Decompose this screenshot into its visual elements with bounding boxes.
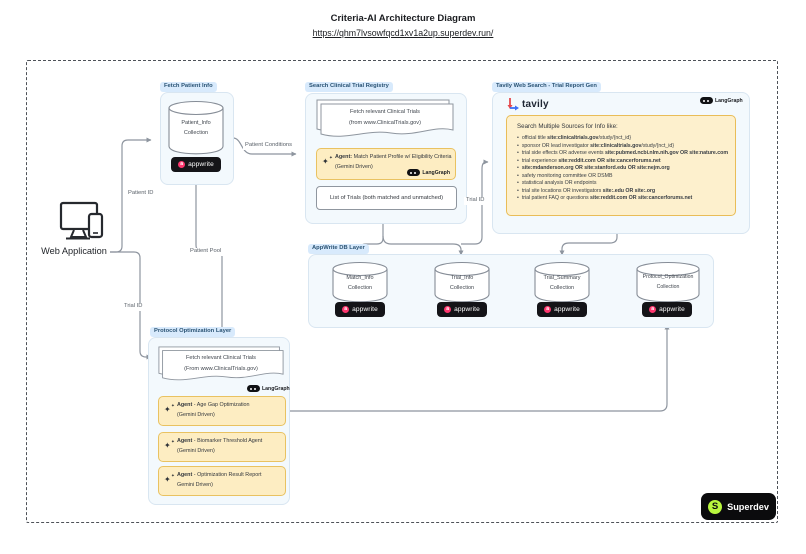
page-url: [0, 28, 806, 38]
appwrite-logo-icon: [444, 306, 451, 313]
patient-info-collection-label: Patient_Info Collection: [181, 120, 211, 137]
edge-label-patient-pool: Patient Pool: [190, 248, 222, 254]
group-tavily-tag: Tavily Web Search - Trial Report Gen: [492, 82, 601, 92]
page-url-link[interactable]: https://qhm7lvsowfqcd1xv1a2up.superdev.run/: [312, 28, 494, 38]
superdev-badge: S Superdev: [701, 493, 776, 520]
tavily-bullet: • trial side effects OR adverse events site:pubmed.ncbi.nlm.nih.gov OR site:nature.com: [517, 150, 728, 158]
edge-label-trial-id-mid: Trial ID: [466, 197, 485, 203]
agent-age-gap-box: [158, 396, 286, 426]
appwrite-badge: a appwrite: [537, 302, 587, 317]
tavily-bullet: • statistical analysis OR endpoints: [517, 180, 728, 188]
appwrite-badge: a appwrite: [335, 302, 385, 317]
agent-match-patient-label: Agent: Match Patient Profile w/ Eligibility Criteria (Gemini Driven): [335, 154, 452, 170]
tavily-bullet: • trial site locations OR investigators site:.edu OR site:.org: [517, 188, 728, 196]
protocol-optimization-collection-label: Protocol_Optimization Collection: [642, 274, 694, 290]
web-application-icon: [58, 201, 110, 243]
group-search-registry-tag: Search Clinical Trial Registry: [305, 82, 393, 92]
tavily-logo-icon: [506, 97, 519, 111]
langgraph-logo-icon: [407, 169, 420, 176]
superdev-logo-icon: [708, 500, 722, 514]
registry-document-label: Fetch relevant Clinical Trials (from www.ClinicalTrials.gov): [349, 109, 421, 126]
sparkle-icon: [322, 156, 334, 170]
langgraph-badge: LangGraph: [407, 169, 450, 176]
agent-optimization-report-label: Agent - Optimization Result Report Gemini Driven): [177, 472, 262, 488]
agent-age-gap-label: Agent - Age Gap Optimization (Gemini Driven): [177, 402, 250, 418]
edge-label-patient-conditions: Patient Conditions: [245, 142, 293, 148]
group-fetch-patient-info-tag: Fetch Patient Info: [160, 82, 217, 92]
trial-summary-collection-label: Trial_Summary Collection: [543, 275, 581, 292]
trial-info-collection-label: Trial_Info Collection: [449, 275, 475, 292]
agent-optimization-report-box: [158, 466, 286, 496]
tavily-panel-title: Search Multiple Sources for Info like:: [517, 123, 618, 130]
tavily-logo: tavily: [506, 97, 549, 111]
list-of-trials-box: List of Trials (both matched and unmatched): [316, 186, 457, 210]
tavily-bullet: • trial experience site:reddit.com OR site:cancerforums.net: [517, 158, 728, 166]
agent-biomarker-label: Agent - Biomarker Threshold Agent (Gemini Driven): [177, 438, 263, 454]
tavily-bullet: • safety monitoring committee OR DSMB: [517, 173, 728, 181]
appwrite-logo-icon: [342, 306, 349, 313]
web-application-label: Web Application: [41, 246, 107, 256]
tavily-bullet: • site:mdanderson.org OR site:stanford.edu OR site:nejm.org: [517, 165, 728, 173]
match-info-collection-label: Match_Info Collection: [346, 275, 374, 292]
sparkle-icon: [164, 404, 176, 418]
appwrite-badge: a appwrite: [437, 302, 487, 317]
appwrite-badge: a appwrite: [642, 302, 692, 317]
langgraph-logo-icon: [700, 97, 713, 104]
agent-biomarker-box: [158, 432, 286, 462]
sparkle-icon: [164, 440, 176, 454]
appwrite-logo-icon: [544, 306, 551, 313]
edge-label-patient-id: Patient ID: [128, 190, 154, 196]
page-title: Criteria-AI Architecture Diagram: [330, 13, 476, 24]
appwrite-logo-icon: [178, 161, 185, 168]
protocol-document-label: Fetch relevant Clinical Trials (From www.ClinicalTrials.gov): [184, 355, 258, 372]
group-protocol-optimization-tag: Protocol Optimization Layer: [150, 327, 235, 337]
tavily-bullet-list: [517, 135, 728, 203]
agent-match-patient-box: [316, 148, 456, 180]
tavily-bullet: • official title site:clinicaltrials.gov/study/{nct_id}: [517, 135, 728, 143]
tavily-bullet: • trial patient FAQ or questions site:reddit.com OR site:cancerforums.net: [517, 195, 728, 203]
sparkle-icon: [164, 474, 176, 488]
appwrite-badge: a appwrite: [171, 157, 221, 172]
langgraph-logo-icon: [247, 385, 260, 392]
tavily-bullet: • sponsor OR lead investigator site:clinicaltrials.gov/study/{nct_id}: [517, 143, 728, 151]
appwrite-logo-icon: [649, 306, 656, 313]
langgraph-badge: LangGraph: [700, 97, 743, 104]
group-db-layer-tag: AppWrite DB Layer: [308, 244, 369, 254]
edge-label-trial-id-left: Trial ID: [124, 303, 143, 309]
langgraph-badge: LangGraph: [247, 385, 290, 392]
